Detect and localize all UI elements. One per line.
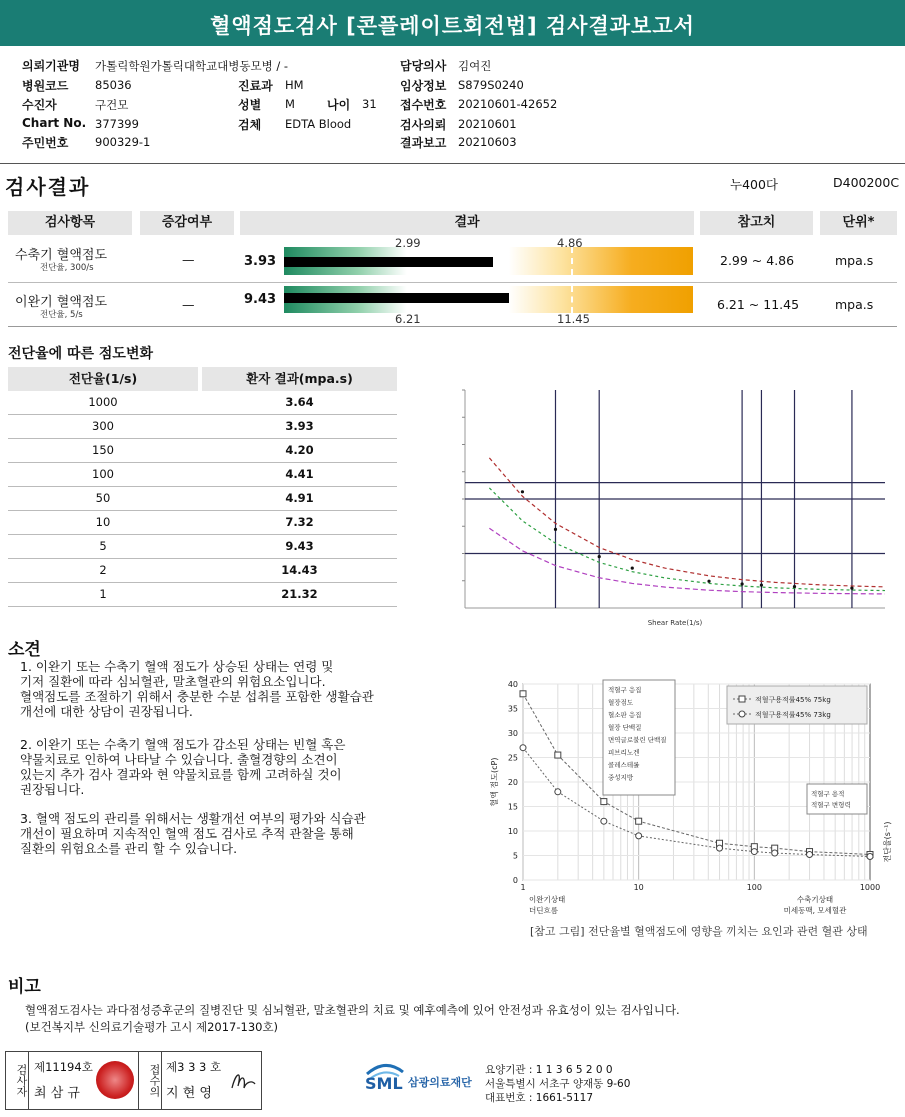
label-doctor: 담당의사: [400, 59, 447, 73]
tester-name: 최 삼 규: [34, 1086, 80, 1101]
shear-rate-cell: 1000: [88, 395, 118, 409]
value-age: 31: [362, 97, 377, 111]
patient-result-cell: 3.93: [285, 419, 314, 433]
value-doctor: 김여진: [458, 59, 492, 73]
legend-up-item: 중성지방: [608, 773, 634, 782]
patient-result-cell: 3.64: [285, 395, 314, 409]
ref-high-label: 11.45: [557, 312, 590, 326]
seal-stamp-icon: [96, 1061, 134, 1099]
data-point: [760, 584, 763, 587]
footer-info-1: 요양기관 : 1 1 3 6 5 2 0 0: [485, 1064, 613, 1076]
y-tick-label: 20: [507, 778, 518, 787]
x-axis-label: Shear Rate(1/s): [647, 619, 703, 627]
row-range: 2.99 ~ 4.86: [720, 253, 795, 268]
row-unit: mpa.s: [835, 253, 874, 268]
row-name: 수축기 혈액점도: [15, 248, 108, 263]
tester-license: 제11194호: [34, 1060, 93, 1074]
legend-up-item: 혈소판 응집: [608, 711, 642, 719]
shear-rate-cell: 2: [99, 563, 107, 577]
circle-marker: [717, 845, 723, 851]
shear-rate-cell: 1: [99, 587, 107, 601]
y-tick-label: 40: [507, 680, 518, 689]
col-reference: 참고치: [700, 211, 813, 235]
y-tick-label: 10: [507, 827, 518, 836]
data-point: [521, 490, 524, 493]
circle-marker: [807, 852, 813, 858]
label-clinical-info: 임상정보: [400, 79, 447, 93]
circle-marker: [867, 853, 873, 859]
shear-rate-cell: 300: [92, 419, 114, 433]
shear-row-divider: [8, 438, 397, 439]
x-low-label: 이완기상태: [529, 895, 566, 904]
patient-result-cell: 21.32: [281, 587, 318, 601]
shear-row-divider: [8, 606, 397, 607]
opinion-item-1: 1. 이완기 또는 수축기 혈액 점도가 상승된 상태는 연령 및 기저 질환에 따라 심뇌혈관, 말초혈관의 위험요소입니다. 혈액점도를 조절하기 위해서 충분한 수분 섭취를 포함한 생활습관 개선에 대한 상담이 권장됩니다.: [20, 659, 374, 719]
shear-section-title: 전단율에 따른 점도변화: [8, 346, 153, 362]
label-specimen: 검체: [238, 118, 262, 132]
receiver-label: 접수의: [138, 1052, 162, 1109]
row-range: 6.21 ~ 11.45: [717, 297, 800, 312]
legend-up-item: 피브리노겐: [608, 748, 640, 757]
x-tick-label: 100: [746, 883, 762, 892]
row-change: —: [182, 297, 195, 312]
circle-marker: [555, 789, 561, 795]
row-divider: [8, 326, 897, 327]
legend-box-down: [807, 784, 867, 814]
legend-up-item: 콜레스테롤: [608, 761, 640, 769]
label-report-date: 결과보고: [400, 136, 447, 150]
test-code: D400200C: [833, 175, 900, 190]
shear-row-divider: [8, 534, 397, 535]
shear-row-divider: [8, 414, 397, 415]
x-tick-label: 10: [633, 883, 644, 892]
y-tick-label: 30: [507, 729, 518, 738]
patient-result-cell: 14.43: [281, 563, 318, 577]
col-change: 증감여부: [140, 211, 234, 235]
patient-result-cell: 4.91: [285, 491, 314, 505]
ref-high-label: 4.86: [557, 236, 583, 250]
data-point: [741, 582, 744, 585]
data-point: [631, 567, 634, 570]
row-value: 3.93: [244, 254, 277, 269]
square-marker: [555, 752, 561, 758]
legend-down-item: 적혈구 변형력: [811, 801, 851, 809]
reference-caption: [참고 그림] 전단율별 혈액점도에 영향을 끼치는 요인과 관련 혈관 상태: [530, 925, 868, 938]
label-department: 진료과: [238, 79, 273, 93]
circle-marker: [601, 818, 607, 824]
x-tick-label: 1000: [859, 883, 881, 892]
circle-marker: [772, 850, 778, 856]
label-sex: 성별: [238, 98, 262, 112]
value-chart-no: 377399: [95, 117, 139, 131]
value-hospital-code: 85036: [95, 78, 132, 92]
legend-up-item: 면역글로불린 단백질: [608, 736, 667, 744]
viscosity-chart: [415, 380, 902, 628]
opinion-title: 소견: [8, 640, 41, 660]
row-value: 9.43: [244, 292, 277, 307]
shear-rate-cell: 100: [92, 467, 114, 481]
row-name: 이완기 혈액점도: [15, 295, 108, 310]
label-request-date: 검사의뢰: [400, 118, 447, 132]
signature-icon: [228, 1066, 258, 1096]
label-hospital-code: 병원코드: [22, 79, 69, 93]
gauge-high-marker: [571, 247, 573, 275]
legend-up-item: 혈장 단백질: [608, 723, 642, 732]
shear-row-divider: [8, 510, 397, 511]
opinion-item-2: 2. 이완기 또는 수축기 혈액 점도가 감소된 상태는 빈혈 혹은 약물치료로 인하여 나타날 수 있습니다. 출혈경향의 소견이 있는지 추가 검사 결과와 현 약물치료를 함께 고려하실 것이 권장됩니다.: [20, 737, 346, 797]
result-bar: [284, 293, 509, 303]
label-patient: 수진자: [22, 98, 57, 112]
y2-axis-label: 전단율(s⁻¹): [883, 821, 892, 863]
report-title: 혈액점도검사 [콘플레이트회전법] 검사결과보고서: [0, 0, 905, 46]
receiver-license: 제3 3 3 호: [166, 1060, 222, 1074]
test-code-name: 누400다: [730, 177, 779, 192]
value-resident-no: 900329-1: [95, 135, 151, 149]
square-marker: [520, 691, 526, 697]
circle-marker: [636, 833, 642, 839]
org-name: 삼광의료재단: [408, 1076, 472, 1089]
results-title: 검사결과: [5, 175, 91, 199]
shear-row-divider: [8, 558, 397, 559]
value-institution: 가톨릭학원가톨릭대학교대병동모병 / -: [95, 59, 289, 73]
ref-low-label: 6.21: [395, 312, 421, 326]
legend-down-item: 적혈구 용적: [811, 790, 845, 798]
data-point: [793, 585, 796, 588]
col-test-item: 검사항목: [8, 211, 132, 235]
y-tick-label: 0: [512, 876, 518, 885]
gauge-high-marker: [571, 286, 573, 313]
x-low-label: 더딘흐름: [529, 906, 558, 915]
col-shear-rate: 전단율(1/s): [8, 367, 198, 391]
square-marker: [636, 818, 642, 824]
x-high-label: 수축기상태: [796, 895, 834, 904]
reference-chart: [485, 672, 900, 922]
value-specimen: EDTA Blood: [285, 117, 352, 131]
y-tick-label: 25: [507, 753, 518, 763]
x-tick-label: 1: [520, 883, 526, 892]
row-divider: [8, 282, 897, 283]
shear-row-divider: [8, 582, 397, 583]
shear-row-divider: [8, 462, 397, 463]
footer-info-3: 대표번호 : 1661-5117: [485, 1092, 594, 1104]
legend-up-item: 적혈구 응집: [608, 686, 642, 694]
value-department: HM: [285, 78, 304, 92]
shear-row-divider: [8, 486, 397, 487]
remarks-line2: (보건복지부 신의료기술평가 고시 제2017-130호): [25, 1020, 279, 1034]
patient-result-cell: 7.32: [285, 515, 314, 529]
row-sub: 전단율, 5/s: [40, 310, 83, 320]
label-age: 나이: [327, 98, 351, 112]
circle-marker: [751, 849, 757, 855]
reference-curve-mid: [489, 488, 885, 591]
result-bar: [284, 257, 493, 267]
circle-marker: [739, 711, 745, 717]
square-marker: [739, 696, 745, 702]
data-point: [707, 580, 710, 583]
value-accession-no: 20210601-42652: [458, 97, 558, 111]
y-axis-label: 혈액 점도(cP): [490, 757, 499, 807]
patient-result-cell: 4.41: [285, 467, 314, 481]
y-tick-label: 5: [512, 851, 518, 861]
legend-up-item: 혈장점도: [608, 698, 634, 707]
circle-marker: [520, 745, 526, 751]
data-point: [598, 555, 601, 558]
signature-box-tester: [5, 1051, 262, 1110]
value-report-date: 20210603: [458, 135, 517, 149]
patient-result-cell: 4.20: [285, 443, 314, 457]
col-result: 결과: [240, 211, 694, 235]
row-change: —: [182, 252, 195, 267]
opinion-item-3: 3. 혈액 점도의 관리를 위해서는 생활개선 여부의 평가와 식습관 개선이 필요하며 지속적인 혈액 점도 검사로 추적 관찰을 통해 질환의 위험요소를 관리 할 수 있습니다.: [20, 811, 366, 856]
label-accession-no: 접수번호: [400, 98, 447, 112]
logo-text: SML: [365, 1074, 403, 1093]
data-point: [850, 587, 853, 590]
footer-info-2: 서울특별시 서초구 양재동 9-60: [485, 1078, 631, 1090]
shear-rate-cell: 5: [99, 539, 107, 553]
row-sub: 전단율, 300/s: [40, 263, 94, 273]
col-patient-result: 환자 결과(mpa.s): [202, 367, 397, 391]
value-patient: 구건모: [95, 98, 129, 112]
shear-rate-cell: 10: [95, 515, 111, 529]
remarks-line1: 혈액점도검사는 과다점성증후군의 질병진단 및 심뇌혈관, 말초혈관의 치료 및 예후예측에 있어 안전성과 유효성이 있는 검사입니다.: [25, 1003, 680, 1017]
reference-curve-upper: [489, 458, 885, 587]
label-institution: 의뢰기관명: [22, 59, 80, 73]
label-resident-no: 주민번호: [22, 136, 69, 150]
value-request-date: 20210601: [458, 117, 517, 131]
value-clinical-info: S879S0240: [458, 78, 524, 92]
col-unit: 단위*: [820, 211, 897, 235]
shear-rate-cell: 150: [92, 443, 114, 457]
y-tick-label: 15: [507, 802, 518, 812]
shear-rate-cell: 50: [95, 491, 111, 505]
remarks-title: 비고: [8, 977, 41, 997]
x-high-label: 미세동맥, 모세혈관: [783, 906, 847, 915]
tester-label: 검사자: [6, 1052, 29, 1109]
sml-logo-icon: [363, 1058, 403, 1100]
receiver-name: 지 현 영: [166, 1086, 212, 1101]
legend-series-label: 적혈구용적률45% 75kg: [755, 696, 831, 704]
y-tick-label: 35: [507, 704, 518, 714]
legend-series-label: 적혈구용적률45% 73kg: [755, 711, 831, 719]
value-sex: M: [285, 97, 295, 111]
divider: [0, 163, 905, 164]
data-point: [554, 528, 557, 531]
square-marker: [601, 799, 607, 805]
label-chart-no: Chart No.: [22, 116, 87, 130]
row-unit: mpa.s: [835, 297, 874, 312]
patient-result-cell: 9.43: [285, 539, 314, 553]
ref-low-label: 2.99: [395, 236, 421, 250]
